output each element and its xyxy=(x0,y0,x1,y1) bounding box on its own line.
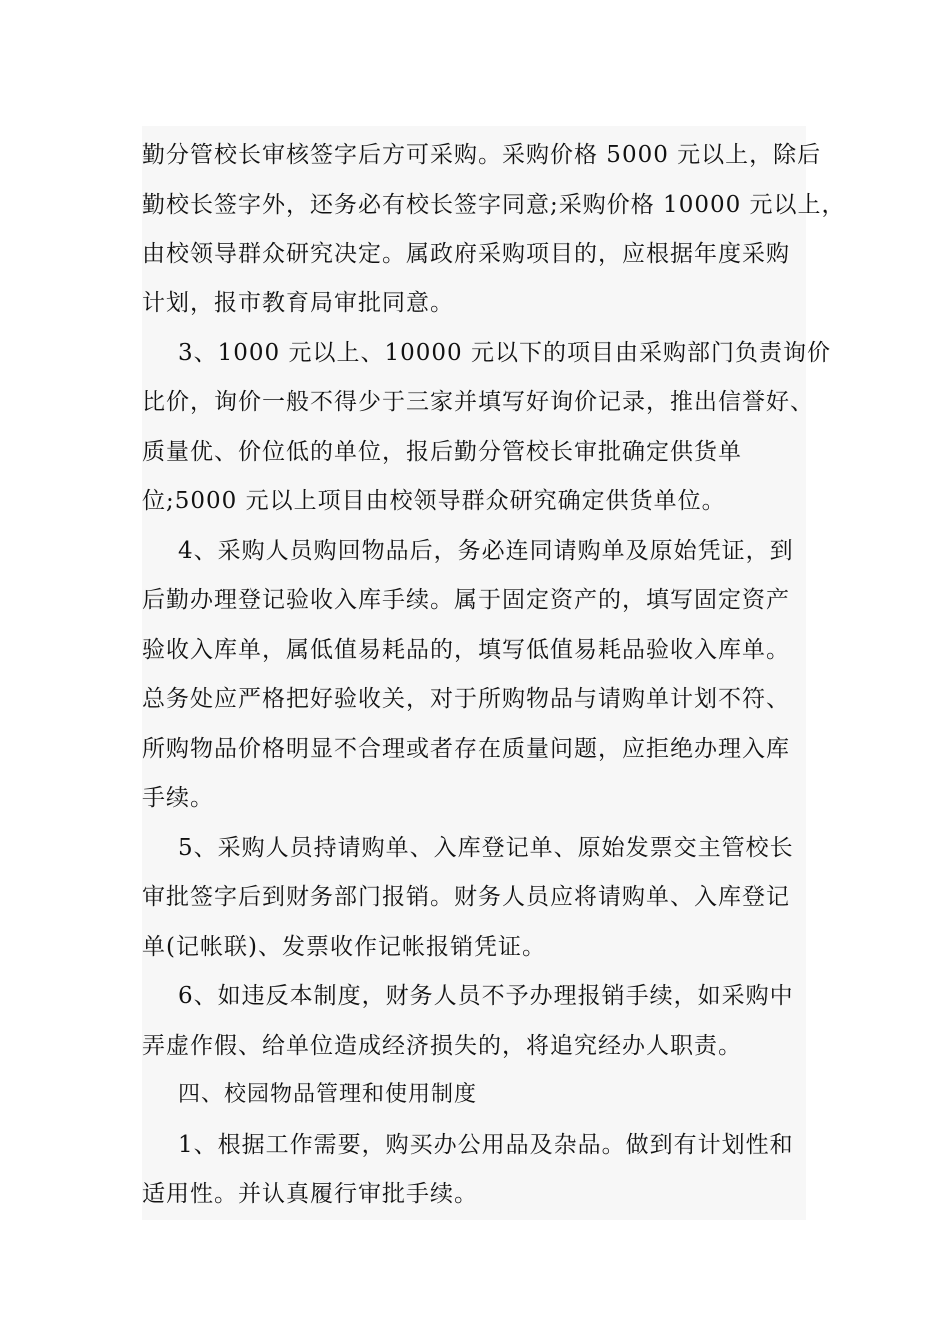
paragraph-line: 单(记帐联)、发票收作记帐报销凭证。 xyxy=(142,934,546,960)
paragraph-line: 勤校长签字外，还务必有校长签字同意;采购价格 10000 元以上， xyxy=(142,192,846,218)
paragraph-line: 弄虚作假、给单位造成经济损失的，将追究经办人职责。 xyxy=(142,1033,742,1059)
paragraph-line: 勤分管校长审核签字后方可采购。采购价格 5000 元以上，除后 xyxy=(142,142,822,168)
paragraph-line-item-6: 6、如违反本制度，财务人员不予办理报销手续，如采购中 xyxy=(178,983,794,1009)
paragraph-line: 质量优、价位低的单位，报后勤分管校长审批确定供货单 xyxy=(142,439,742,465)
paragraph-line: 计划，报市教育局审批同意。 xyxy=(142,290,454,316)
paragraph-line-item-5: 5、采购人员持请购单、入库登记单、原始发票交主管校长 xyxy=(178,835,794,861)
paragraph-line: 总务处应严格把好验收关，对于所购物品与请购单计划不符、 xyxy=(142,686,790,712)
paragraph-line: 比价，询价一般不得少于三家并填写好询价记录，推出信誉好、 xyxy=(142,389,814,415)
paragraph-line: 位;5000 元以上项目由校领导群众研究确定供货单位。 xyxy=(142,488,726,514)
document-content-area xyxy=(142,126,846,1220)
paragraph-line: 验收入库单，属低值易耗品的，填写低值易耗品验收入库单。 xyxy=(142,637,790,663)
paragraph-line: 审批签字后到财务部门报销。财务人员应将请购单、入库登记 xyxy=(142,884,790,910)
paragraph-line-item-3: 3、1000 元以上、10000 元以下的项目由采购部门负责询价 xyxy=(178,340,831,366)
paragraph-line-item-1: 1、根据工作需要，购买办公用品及杂品。做到有计划性和 xyxy=(178,1132,794,1158)
paragraph-line: 后勤办理登记验收入库手续。属于固定资产的，填写固定资产 xyxy=(142,587,790,613)
paragraph-line-item-4: 4、采购人员购回物品后，务必连同请购单及原始凭证，到 xyxy=(178,538,794,564)
paragraph-line: 手续。 xyxy=(142,785,214,811)
section-heading: 四、校园物品管理和使用制度 xyxy=(178,1082,478,1107)
paragraph-line: 适用性。并认真履行审批手续。 xyxy=(142,1181,478,1207)
paragraph-line: 由校领导群众研究决定。属政府采购项目的，应根据年度采购 xyxy=(142,241,790,267)
paragraph-line: 所购物品价格明显不合理或者存在质量问题，应拒绝办理入库 xyxy=(142,736,790,762)
